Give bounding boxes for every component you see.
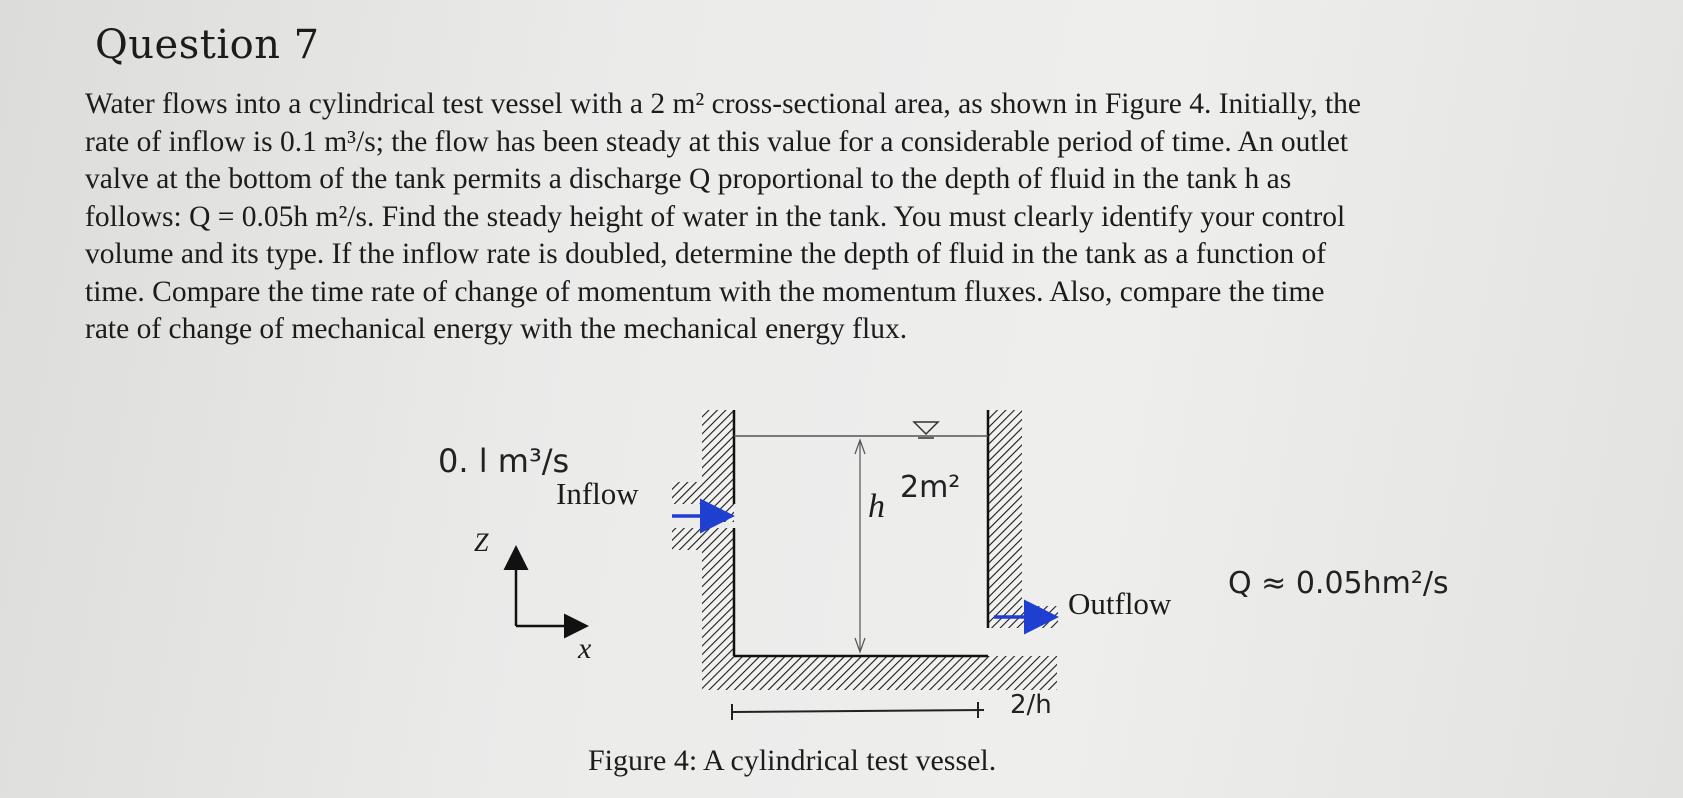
bottom-wall <box>702 656 1057 690</box>
paragraph-line: follows: Q = 0.05h m²/s. Find the steady height of water in the tank. You must clearly identify your control <box>85 200 1346 233</box>
question-title: Question 7 <box>95 22 320 68</box>
left-wall-lower <box>702 548 734 660</box>
left-wall-upper <box>702 410 734 522</box>
paragraph-line: rate of change of mechanical energy with the mechanical energy flux. <box>85 313 908 345</box>
paragraph-line: Water flows into a cylindrical test vessel with a 2 m² cross-sectional area, as shown in Figure 4. Initially, the <box>85 88 1362 120</box>
paragraph-line: time. Compare the time rate of change of momentum with the momentum fluxes. Also, compare the time <box>85 275 1325 308</box>
free-surface-symbol <box>914 422 938 434</box>
paragraph-line: valve at the bottom of the tank permits a discharge Q proportional to the depth of fluid in the tank h as <box>85 163 1292 195</box>
handwritten-area: 2m² <box>900 470 961 505</box>
z-axis-label: Z <box>474 528 489 557</box>
handwritten-bottom-line <box>732 710 984 712</box>
handwritten-discharge: Q ≈ 0.05hm²/s <box>1228 566 1449 601</box>
paragraph-line: rate of inflow is 0.1 m³/s; the flow has been steady at this value for a considerable period of time. An outlet <box>85 125 1349 158</box>
inlet-wall-top <box>672 482 734 504</box>
figure-caption: Figure 4: A cylindrical test vessel. <box>588 744 997 777</box>
figure-4 <box>0 380 1683 798</box>
paragraph-line: volume and its type. If the inflow rate is doubled, determine the depth of fluid in the tank as a function of <box>85 238 1327 270</box>
handwritten-bottom-mark: 2/h <box>1010 690 1052 720</box>
inflow-label: Inflow <box>556 476 639 511</box>
question-paragraph <box>85 86 1597 349</box>
x-axis-label: x <box>578 632 592 665</box>
outflow-label: Outflow <box>1068 586 1172 621</box>
right-wall <box>988 410 1022 628</box>
inlet-wall-bottom <box>672 528 734 550</box>
height-label: h <box>868 488 885 525</box>
handwritten-inflow-rate: 0. l m³/s <box>438 442 570 480</box>
